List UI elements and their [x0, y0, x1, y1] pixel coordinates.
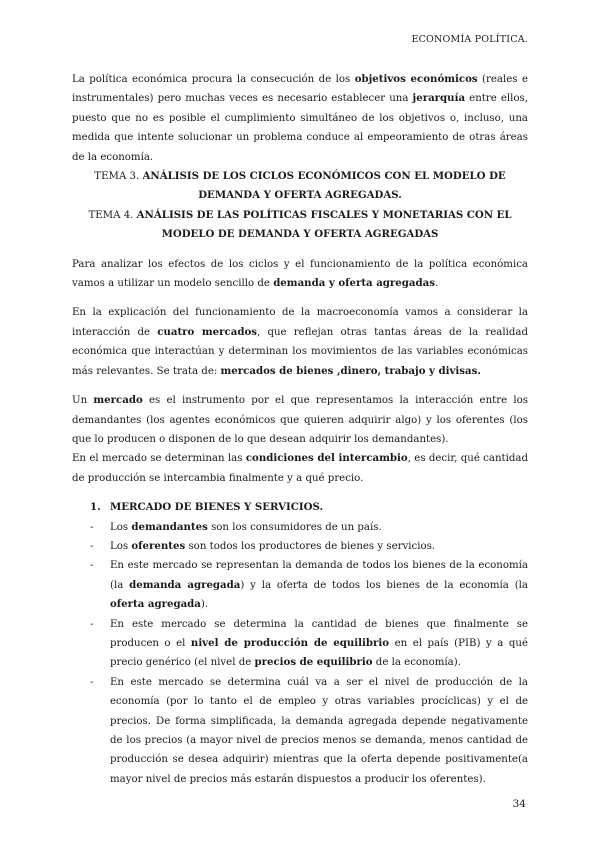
- list-heading: 1. MERCADO DE BIENES Y SERVICIOS.: [90, 501, 324, 514]
- list-item: - En este mercado se representan la demanda de todos los bienes de la economía (la demanda agregada) y la oferta de todos los bienes de la economía (la oferta agregada).: [90, 560, 529, 611]
- mercado-bienes-list: [72, 498, 528, 789]
- section-heading-tema-3: TEMA 3. ANÁLISIS DE LOS CICLOS ECONÓMICOS CON EL MODELO DE DEMANDA Y OFERTA AGREGADAS.: [94, 170, 506, 202]
- list-item: - Los oferentes son todos los productores de bienes y servicios.: [90, 539, 436, 552]
- page-body: [72, 70, 528, 789]
- page-number: 34: [512, 798, 526, 810]
- paragraph-objetivos: La política económica procura la consecución de los objetivos económicos (reales e instrumentales) pero muchas veces es necesario establecer una jerarquía entre ellos, puesto que no es posible el cumplimiento simultáneo de los objetivos o, incluso, una medida que intente solucionar un problema conduce al empeoramiento de otras áreas de la economía.: [72, 73, 528, 163]
- paragraph-mercado-definicion: Un mercado es el instrumento por el que representamos la interacción entre los demandantes (los agentes económicos que quieren adquirir algo) y los oferentes (los que lo producen o disponen de lo que desean adquirir los demandantes).: [72, 394, 528, 445]
- list-item: - En este mercado se determina la cantidad de bienes que finalmente se producen o el nivel de producción de equilibrio en el país (PIB) y a qué precio genérico (el nivel de precios de equilibrio de la economía).: [90, 618, 528, 669]
- paragraph-condiciones-intercambio: En el mercado se determinan las condiciones del intercambio, es decir, qué cantidad de producción se intercambia finalmente y a qué precio.: [72, 452, 528, 484]
- list-item: - En este mercado se determina cuál va a ser el nivel de producción de la economía (por lo tanto el de empleo y otras variables procíclicas) y el de precios. De forma simplificada, la demanda agregada depende negativamente de los precios (a mayor nivel de precios menos se demanda, menos cantidad de producción se desea adquirir) mientras que la oferta depende positivamente(a mayor nivel de precios más estarán dispuestos a producir los oferentes).: [90, 676, 528, 785]
- running-header: ECONOMÍA POLÍTICA.: [411, 34, 528, 45]
- section-heading-tema-4: TEMA 4. ANÁLISIS DE LAS POLÍTICAS FISCALES Y MONETARIAS CON EL MODELO DE DEMANDA Y OFERTA AGREGADAS: [88, 208, 512, 241]
- list-item: - Los demandantes son los consumidores de un país.: [90, 520, 382, 533]
- paragraph-cuatro-mercados: En la explicación del funcionamiento de la macroeconomía vamos a considerar la interacción de cuatro mercados, que reflejan otras tantas áreas de la realidad económica que interactúan y determinan los movimientos de las variables económicas más relevantes. Se trata de: mercados de bienes ,dinero, trabajo y divisas.: [72, 307, 528, 377]
- paragraph-modelo: Para analizar los efectos de los ciclos y el funcionamiento de la política económica vamos a utilizar un modelo sencillo de demanda y oferta agregadas.: [72, 258, 528, 290]
